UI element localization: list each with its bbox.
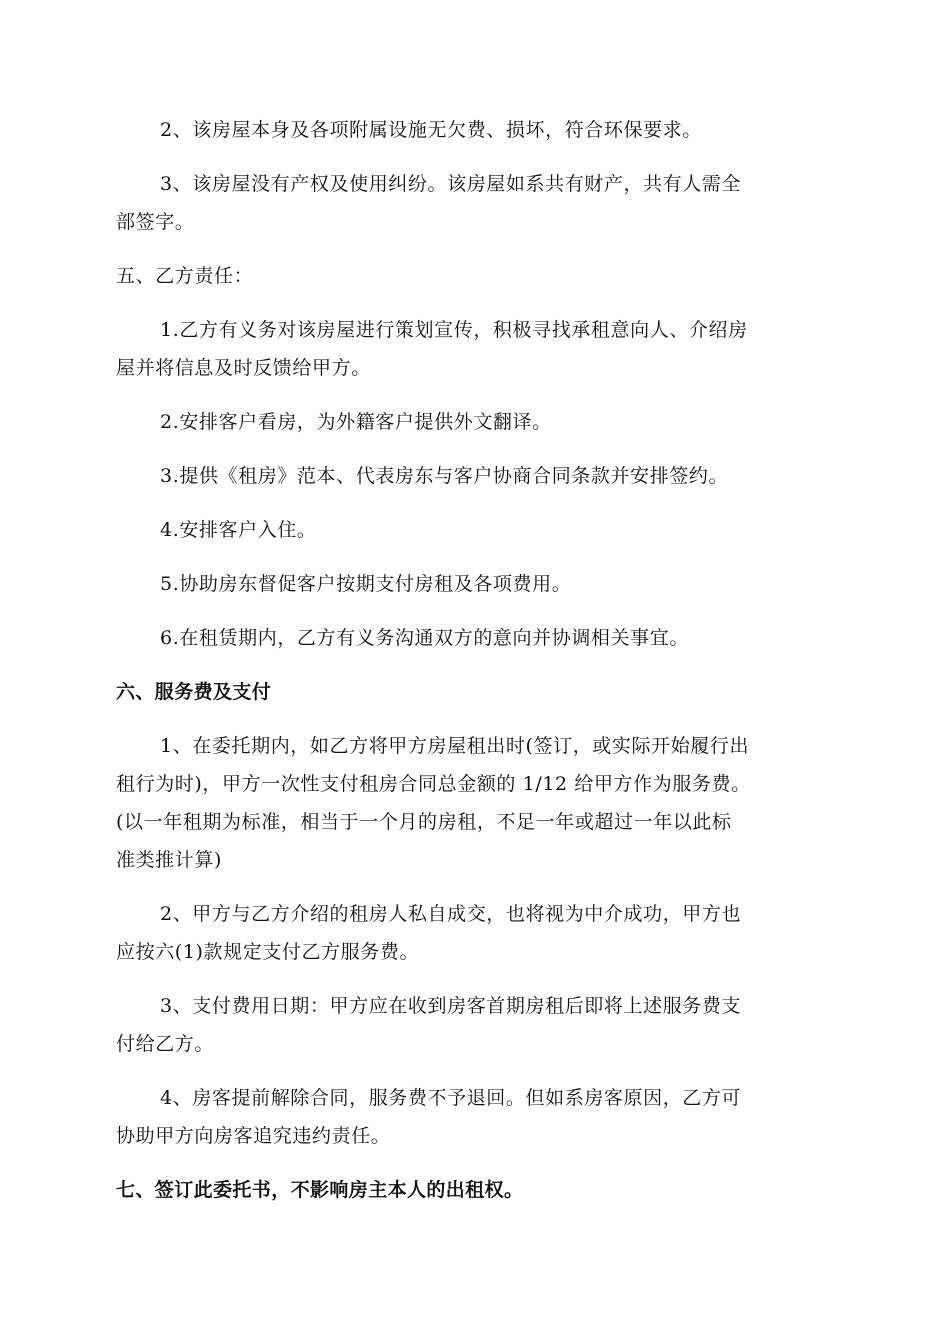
section-5-heading: 五、乙方责任： [116, 265, 254, 287]
clause-6-item-1: 1、在委托期内，如乙方将甲方房屋租出时(签订，或实际开始履行出 [160, 735, 750, 757]
clause-5-item-5: 5.协助房东督促客户按期支付房租及各项费用。 [160, 573, 572, 595]
clause-5-item-6: 6.在租赁期内，乙方有义务沟通双方的意向并协调相关事宜。 [160, 627, 689, 649]
clause-5-item-2: 2.安排客户看房，为外籍客户提供外文翻译。 [160, 411, 552, 433]
clause-6-item-4: 4、房客提前解除合同，服务费不予退回。但如系房客原因，乙方可 [160, 1087, 742, 1109]
clause-5-item-3: 3.提供《租房》范本、代表房东与客户协商合同条款并安排签约。 [160, 465, 729, 487]
clause-5-item-1-cont: 屋并将信息及时反馈给甲方。 [116, 357, 371, 379]
section-7-heading: 七、签订此委托书，不影响房主本人的出租权。 [116, 1179, 524, 1201]
clause-6-item-4-cont: 协助甲方向房客追究违约责任。 [116, 1125, 391, 1147]
clause-6-item-1-cont-3: 准类推计算) [116, 849, 223, 871]
clause-6-item-1-cont-1: 租行为时)，甲方一次性支付租房合同总金额的 1/12 给甲方作为服务费。 [116, 773, 751, 795]
clause-6-item-2-cont: 应按六(1)款规定支付乙方服务费。 [116, 941, 420, 963]
clause-6-item-1-cont-2: (以一年租期为标准，相当于一个月的房租，不足一年或超过一年以此标 [116, 811, 732, 833]
clause-4-item-3-cont: 部签字。 [116, 211, 195, 233]
clause-6-item-2: 2、甲方与乙方介绍的租房人私自成交，也将视为中介成功，甲方也 [160, 903, 742, 925]
clause-6-item-3: 3、支付费用日期：甲方应在收到房客首期房租后即将上述服务费支 [160, 995, 742, 1017]
clause-5-item-4: 4.安排客户入住。 [160, 519, 317, 541]
section-6-heading: 六、服务费及支付 [116, 681, 272, 703]
clause-6-item-3-cont: 付给乙方。 [116, 1033, 215, 1055]
clause-4-item-3: 3、该房屋没有产权及使用纠纷。该房屋如系共有财产，共有人需全 [160, 173, 742, 195]
clause-5-item-1: 1.乙方有义务对该房屋进行策划宣传，积极寻找承租意向人、介绍房 [160, 319, 748, 341]
clause-4-item-2: 2、该房屋本身及各项附属设施无欠费、损坏，符合环保要求。 [160, 119, 702, 141]
